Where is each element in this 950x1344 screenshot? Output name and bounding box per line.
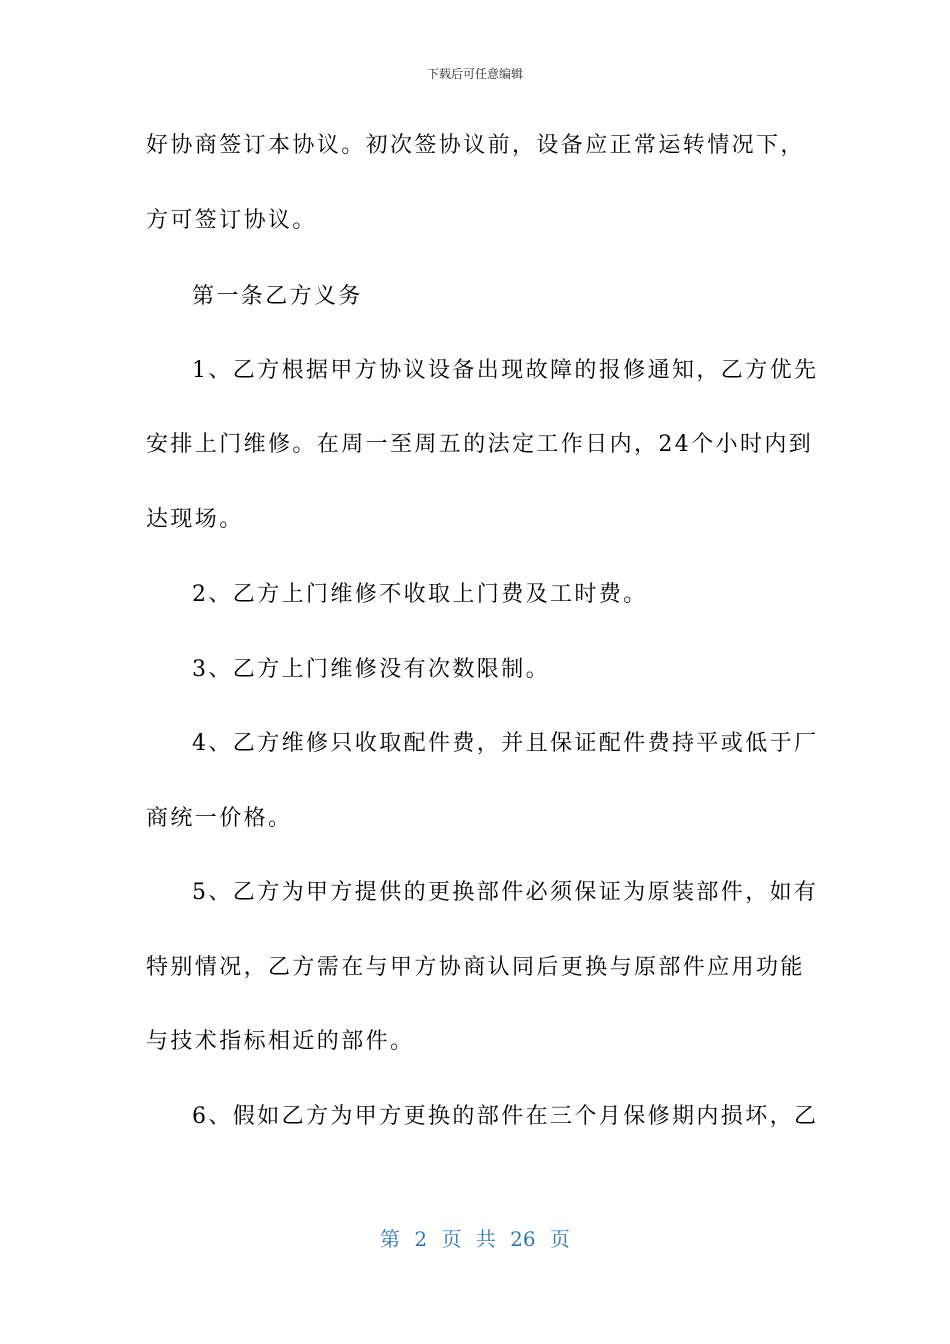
body-line: 达现场。 — [146, 507, 244, 532]
body-line: 好协商签订本协议。初次签协议前，设备应正常运转情况下， — [146, 133, 805, 158]
body-line: 方可签订协议。 — [146, 208, 317, 233]
body-line: 与技术指标相近的部件。 — [146, 1029, 415, 1054]
body-line: 6、假如乙方为甲方更换的部件在三个月保修期内损坏，乙 — [192, 1104, 819, 1129]
body-line: 4、乙方维修只收取配件费，并且保证配件费持平或低于厂 — [192, 731, 819, 756]
page-header-note: 下载后可任意编辑 — [426, 67, 523, 81]
section-heading: 第一条乙方义务 — [192, 284, 363, 309]
body-line: 1、乙方根据甲方协议设备出现故障的报修通知，乙方优先 — [192, 358, 819, 383]
body-line: 商统一价格。 — [146, 806, 293, 831]
body-line: 5、乙方为甲方提供的更换部件必须保证为原装部件，如有 — [192, 880, 819, 905]
page-number-footer: 第 2 页 共 26 页 — [380, 1227, 570, 1251]
body-line: 2、乙方上门维修不收取上门费及工时费。 — [192, 582, 648, 607]
body-line: 3、乙方上门维修没有次数限制。 — [192, 657, 550, 682]
body-line: 安排上门维修。在周一至周五的法定工作日内，24个小时内到 — [146, 432, 814, 457]
body-line: 特别情况，乙方需在与甲方协商认同后更换与原部件应用功能 — [146, 955, 805, 980]
